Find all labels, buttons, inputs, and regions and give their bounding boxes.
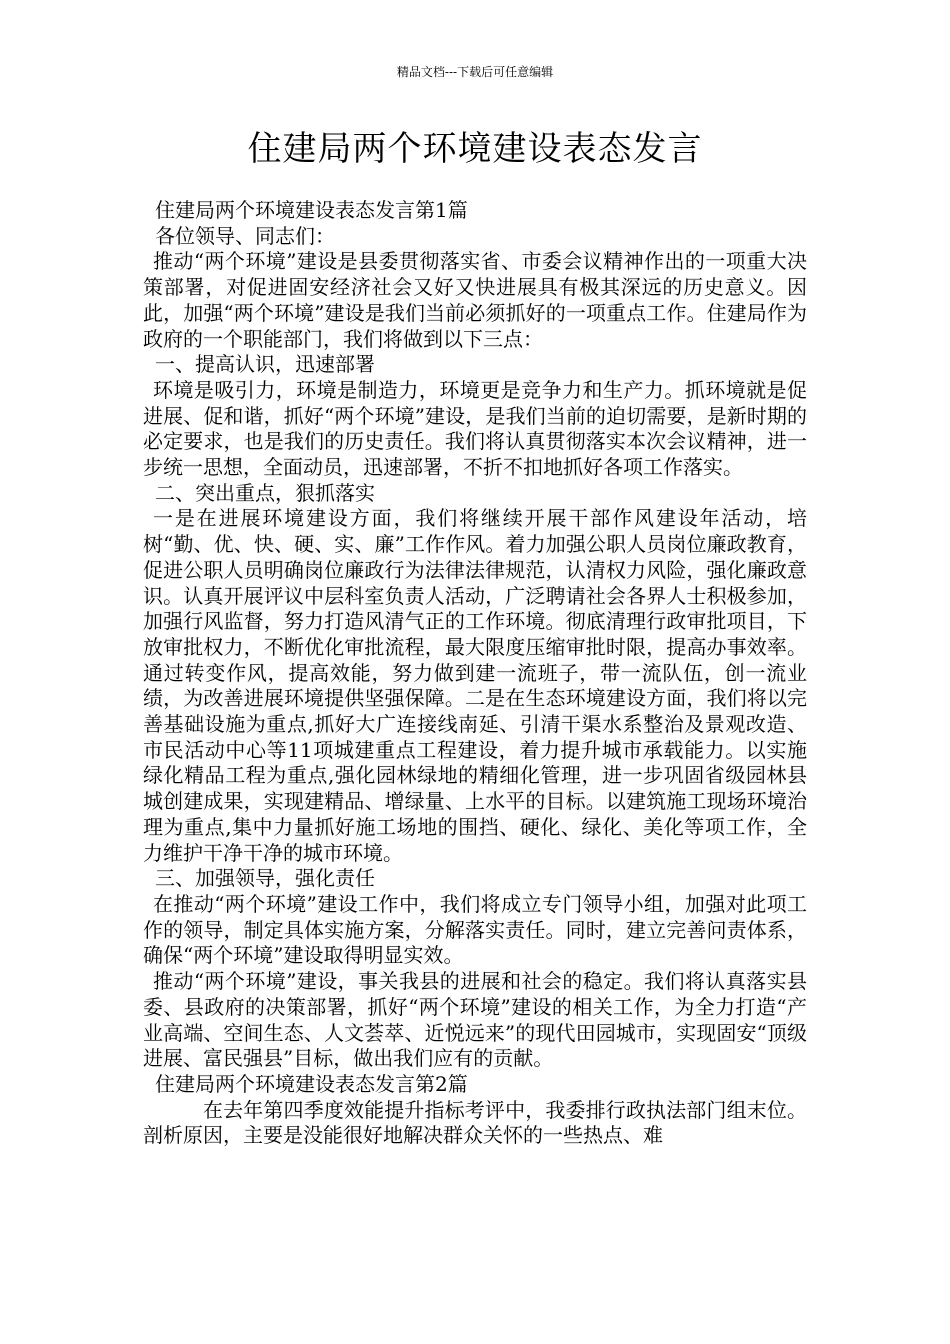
paragraph-intro: 推动“两个环境”建设是县委贯彻落实省、市委会议精神作出的一项重大决策部署，对促进固安经济社会又好又快进展具有极其深远的历史意义。因此，加强“两个环境”建设是我们当前必须抓好的一项重点工作。住建局作为政府的一个职能部门，我们将做到以下三点： <box>143 249 807 351</box>
section-heading-3: 三、加强领导，强化责任 <box>155 866 375 891</box>
paragraph-section-2: 一是在进展环境建设方面，我们将继续开展干部作风建设年活动，培树“勤、优、快、硬、实、廉”工作作风。着力加强公职人员岗位廉政教育，促进公职人员明确岗位廉政行为法律法律规范，认清权力风险，强化廉政意识。认真开展评议中层科室负责人活动，广泛聘请社会各界人士积极参加，加强行风监督，努力打造风清气正的工作环境。彻底清理行政审批项目，下放审批权力，不断优化审批流程，最大限度压缩审批时限，提高办事效率。通过转变作风，提高效能，努力做到建一流班子，带一流队伍，创一流业绩，为改善进展环境提供坚强保障。二是在生态环境建设方面，我们将以完善基础设施为重点,抓好大广连接线南延、引清干渠水系整治及景观改造、市民活动中心等11项城建重点工程建设，着力提升城市承载能力。以实施绿化精品工程为重点,强化园林绿地的精细化管理，进一步巩固省级园林县城创建成果，实现建精品、增绿量、上水平的目标。以建筑施工现场环境治理为重点,集中力量抓好施工场地的围挡、硬化、绿化、美化等项工作，全力维护干净干净的城市环境。 <box>143 506 807 865</box>
paragraph-conclusion: 推动“两个环境”建设，事关我县的进展和社会的稳定。我们将认真落实县委、县政府的决策部署，抓好“两个环境”建设的相关工作，为全力打造“产业高端、空间生态、人文荟萃、近悦远来”的现代田园城市，实现固安“顶级进展、富民强县”目标，做出我们应有的贡献。 <box>143 969 807 1071</box>
paragraph-section-1: 环境是吸引力，环境是制造力，环境更是竞争力和生产力。抓环境就是促进展、促和谐，抓好“两个环境”建设，是我们当前的迫切需要，是新时期的必定要求，也是我们的历史责任。我们将认真贯彻落实本次会议精神，进一步统一思想，全面动员，迅速部署，不折不扣地抓好各项工作落实。 <box>143 377 807 480</box>
article-heading-2: 住建局两个环境建设表态发言第2篇 <box>155 1071 468 1096</box>
document-title: 住建局两个环境建设表态发言 <box>247 129 703 169</box>
paragraph-article-2: 在去年第四季度效能提升指标考评中，我委排行政执法部门组末位。剖析原因，主要是没能很好地解决群众关怀的一些热点、难 <box>143 1097 807 1148</box>
page-header: 精品文档---下载后可任意编辑 <box>396 65 554 79</box>
document-body <box>143 198 807 1149</box>
section-heading-2: 二、突出重点，狠抓落实 <box>155 480 375 505</box>
section-heading-1: 一、提高认识，迅速部署 <box>155 352 375 377</box>
paragraph-section-3: 在推动“两个环境”建设工作中，我们将成立专门领导小组，加强对此项工作的领导，制定具体实施方案，分解落实责任。同时，建立完善问责体系，确保“两个环境”建设取得明显实效。 <box>143 891 807 968</box>
article-heading-1: 住建局两个环境建设表态发言第1篇 <box>155 198 468 222</box>
salutation: 各位领导、同志们： <box>155 223 335 248</box>
